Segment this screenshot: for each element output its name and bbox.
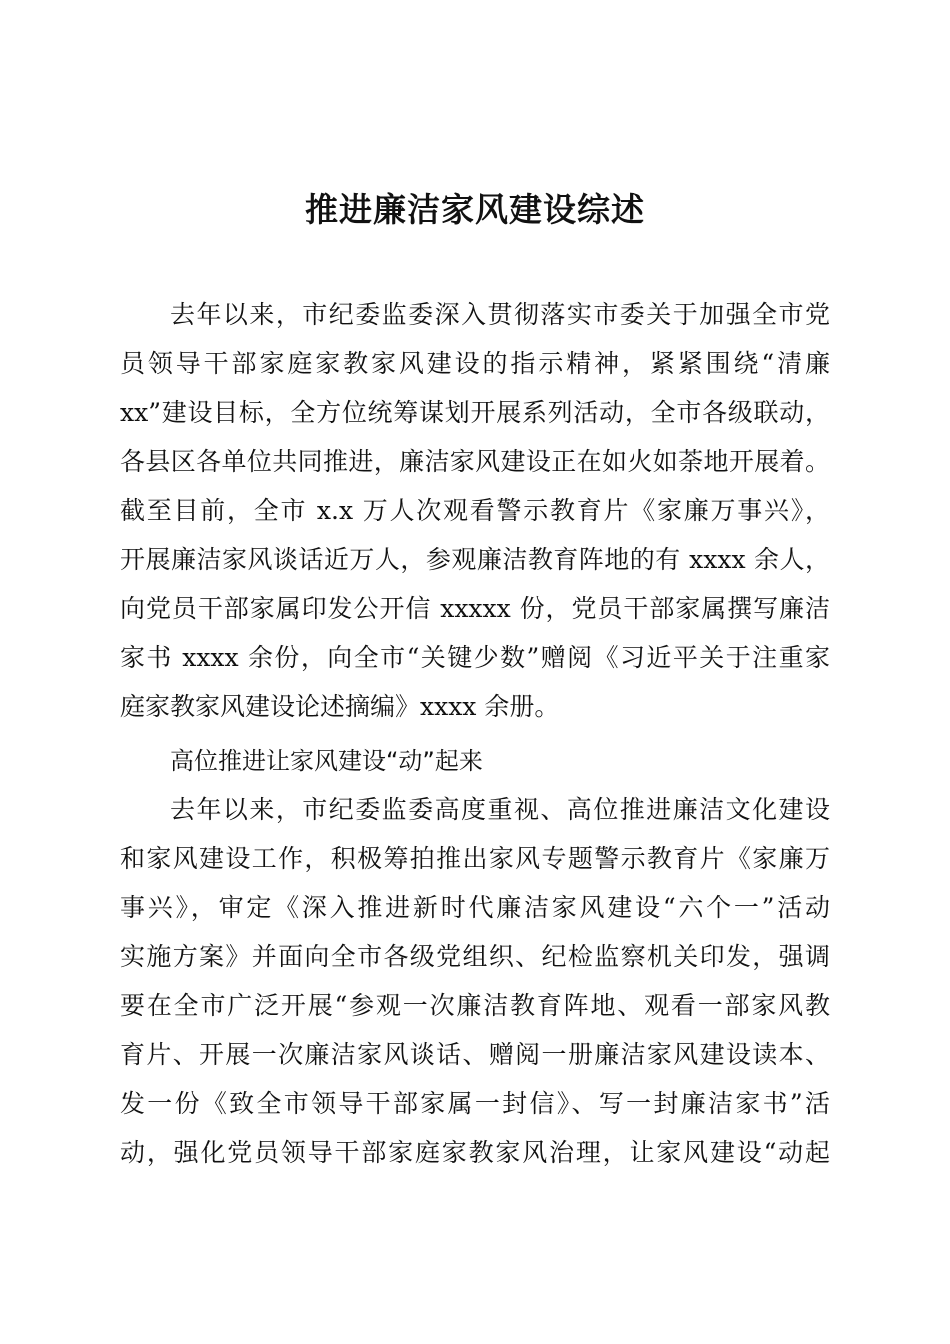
paragraph-line: 开展廉洁家风谈话近万人，参观廉洁教育阵地的有 xxxx 余人， <box>120 545 830 574</box>
paragraph-line: 各县区各单位共同推进，廉洁家风建设正在如火如荼地开展着。 <box>120 447 830 476</box>
paragraph-line: 事兴》，审定《深入推进新时代廉洁家风建设“六个一”活动 <box>120 893 830 922</box>
paragraph-line: xx”建设目标，全方位统筹谋划开展系列活动，全市各级联动， <box>120 398 830 427</box>
paragraph-line: 去年以来，市纪委监委高度重视、高位推进廉洁文化建设 <box>170 795 830 824</box>
paragraph-line: 动，强化党员领导干部家庭家教家风治理，让家风建设“动起 <box>120 1138 830 1167</box>
paragraph-line: 向党员干部家属印发公开信 xxxxx 份，党员干部家属撰写廉洁 <box>120 594 830 623</box>
paragraph-line: 育片、开展一次廉洁家风谈话、赠阅一册廉洁家风建设读本、 <box>120 1040 830 1069</box>
paragraph-line: 家书 xxxx 余份，向全市“关键少数”赠阅《习近平关于注重家 <box>120 643 830 672</box>
section-heading: 高位推进让家风建设“动”起来 <box>170 747 483 775</box>
paragraph-line: 发一份《致全市领导干部家属一封信》、写一封廉洁家书”活 <box>120 1089 830 1118</box>
paragraph-line: 去年以来，市纪委监委深入贯彻落实市委关于加强全市党 <box>170 300 830 329</box>
paragraph-line: 员领导干部家庭家教家风建设的指示精神，紧紧围绕“清廉 <box>120 349 830 378</box>
document-title: 推进廉洁家风建设综述 <box>305 190 645 229</box>
paragraph-line: 庭家教家风建设论述摘编》xxxx 余册。 <box>120 692 560 721</box>
paragraph-line: 实施方案》并面向全市各级党组织、纪检监察机关印发，强调 <box>120 942 830 971</box>
paragraph-line: 截至目前，全市 x.x 万人次观看警示教育片《家廉万事兴》， <box>120 496 830 525</box>
paragraph-line: 和家风建设工作，积极筹拍推出家风专题警示教育片《家廉万 <box>120 844 830 873</box>
paragraph-line: 要在全市广泛开展“参观一次廉洁教育阵地、观看一部家风教 <box>120 991 830 1020</box>
